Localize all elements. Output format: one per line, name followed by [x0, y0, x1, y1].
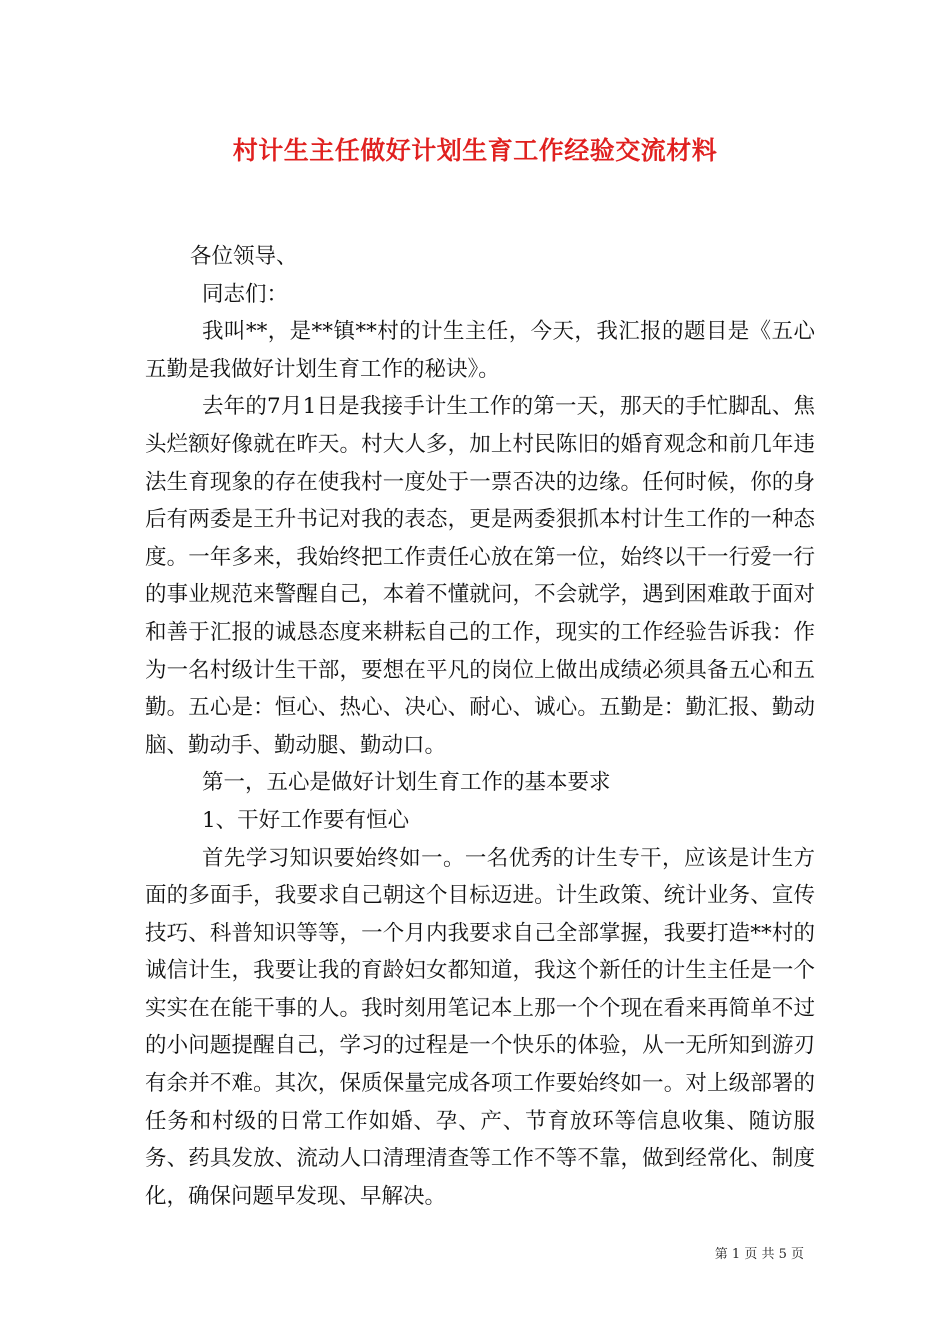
section-heading-first: 第一，五心是做好计划生育工作的基本要求 [202, 770, 611, 796]
paragraph-intro: 我叫**，是**镇**村的计生主任，今天，我汇报的题目是《五心五勤是我做好计划生育工作的秘诀》。 [145, 319, 815, 382]
salutation-comrades: 同志们： [202, 281, 289, 307]
paragraph-perseverance: 首先学习知识要始终如一。一名优秀的计生专干，应该是计生方面的多面手，我要求自己朝这个目标迈进。计生政策、统计业务、宣传技巧、科普知识等等，一个月内我要求自己全部掌握，我要打造**村的诚信计生，我要让我的育龄妇女都知道，我这个新任的计生主任是一个实实在在能干事的人。我时刻用笔记本上那一个个现在看来再简单不过的小问题提醒自己，学习的过程是一个快乐的体验，从一无所知到游刃有余并不难。其次，保质保量完成各项工作要始终如一。对上级部署的任务和村级的日常工作如婚、孕、产、节育放环等信息收集、随访服务、药具发放、流动人口清理清查等工作不等不靠，做到经常化、制度化，确保问题早发现、早解决。 [145, 845, 815, 1209]
salutation-leaders: 各位领导、 [190, 244, 298, 269]
document-title: 村计生主任做好计划生育工作经验交流材料 [232, 136, 718, 165]
page-number-footer: 第 1 页 共 5 页 [714, 1247, 804, 1262]
document-body [145, 238, 815, 1215]
subsection-heading-perseverance: 1、干好工作要有恒心 [202, 807, 410, 833]
paragraph-background: 去年的7月1日是我接手计生工作的第一天，那天的手忙脚乱、焦头烂额好像就在昨天。村大人多，加上村民陈旧的婚育观念和前几年违法生育现象的存在使我村一度处于一票否决的边缘。任何时候，你的身后有两委是王升书记对我的表态，更是两委狠抓本村计生工作的一种态度。一年多来，我始终把工作责任心放在第一位，始终以干一行爱一行的事业规范来警醒自己，本着不懂就问，不会就学，遇到困难敢于面对和善于汇报的诚恳态度来耕耘自己的工作，现实的工作经验告诉我：作为一名村级计生干部，要想在平凡的岗位上做出成绩必须具备五心和五勤。五心是：恒心、热心、决心、耐心、诚心。五勤是：勤汇报、勤动脑、勤动手、勤动腿、勤动口。 [145, 394, 815, 758]
